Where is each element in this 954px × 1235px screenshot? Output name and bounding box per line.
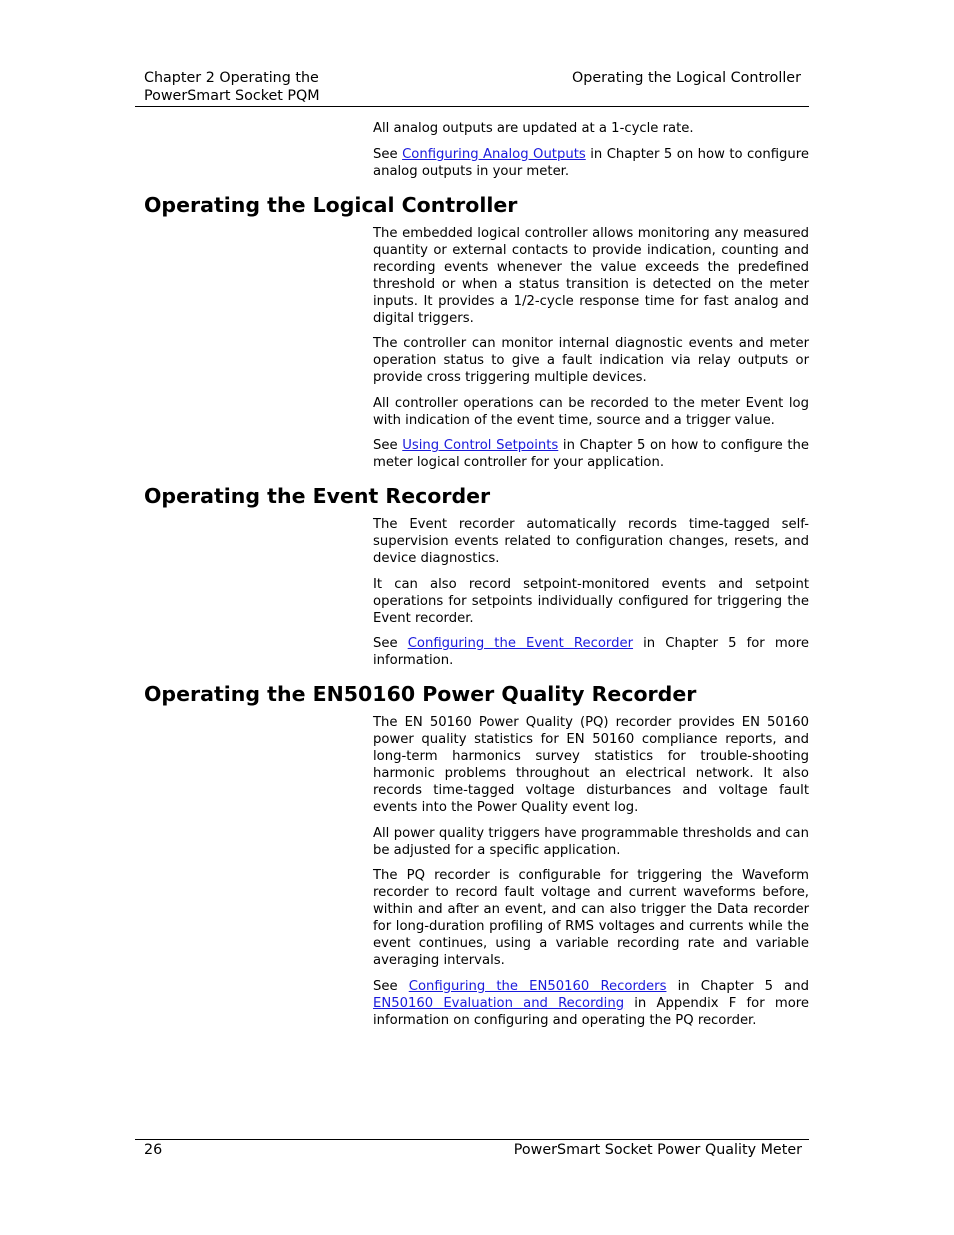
logical-p4-post: in Chapter 5 on how to configure the meter logical controller for your application. bbox=[373, 438, 809, 470]
header-section: Operating the Logical Controller bbox=[571, 70, 801, 86]
heading-logical-controller: Operating the Logical Controller bbox=[144, 192, 518, 217]
event-paragraph-2: It can also record setpoint-monitored events and setpoint operations for setpoints individually configured for triggering the Event recorder. bbox=[373, 576, 809, 626]
logical-paragraph-2: The controller can monitor internal diagnostic events and meter operation status to give a fault indication via relay outputs or provide cross triggering multiple devices. bbox=[373, 336, 809, 385]
header-divider bbox=[135, 106, 809, 107]
event-p3-pre: See bbox=[373, 636, 408, 651]
footer-title: PowerSmart Socket Power Quality Meter bbox=[513, 1142, 802, 1158]
intro-section bbox=[373, 120, 809, 180]
event-section bbox=[373, 516, 809, 669]
pq-section bbox=[373, 714, 809, 1029]
footer-divider bbox=[135, 1139, 809, 1140]
pq-p4-mid: in Chapter 5 and bbox=[666, 978, 809, 994]
page-content bbox=[0, 120, 954, 1037]
intro-paragraph-1: All analog outputs are updated at a 1-cycle rate. bbox=[373, 121, 694, 136]
pq-p4-post: in Appendix F for more information on configuring and operating the PQ recorder. bbox=[373, 995, 810, 1028]
pq-paragraph-3: The PQ recorder is configurable for triggering the Waveform recorder to record fault voltage and current waveforms before, within and after an event, and can also trigger the Data recorder for long-duration profiling of RMS voltages and currents while the event continues, using a variable recording rate and variable averaging intervals. bbox=[373, 868, 809, 968]
logical-paragraph-3: All controller operations can be recorded to the meter Event log with indication of the event time, source and a trigger value. bbox=[373, 395, 809, 428]
intro-p2-pre: See bbox=[373, 146, 403, 162]
intro-p2-post: in Chapter 5 on how to configure analog outputs in your meter. bbox=[373, 146, 809, 179]
heading-pq-recorder: Operating the EN50160 Power Quality Recorder bbox=[144, 682, 697, 706]
pq-paragraph-4 bbox=[373, 978, 809, 1029]
pq-paragraph-1: The EN 50160 Power Quality (PQ) recorder provides EN 50160 power quality statistics for EN 50160 compliance reports, and long-term harmonics survey statistics for trouble-shooting harmonic problems throughout an electrical network. It also records time-tagged voltage disturbances and voltage fault events into the Power Quality event log. bbox=[373, 715, 809, 815]
link-using-control-setpoints[interactable]: Using Control Setpoints bbox=[402, 438, 559, 453]
logical-paragraph-1: The embedded logical controller allows monitoring any measured quantity or external contacts to provide indication, counting and recording events whenever the value exceeds the predefined threshold or when a status transition is detected on the meter inputs. It provides a 1/2-cycle response time for fast analog and digital triggers. bbox=[373, 225, 809, 326]
pq-p4-pre: See bbox=[373, 978, 409, 994]
logical-section bbox=[373, 225, 809, 472]
logical-p4-pre: See bbox=[373, 438, 403, 453]
event-paragraph-1: The Event recorder automatically records time-tagged self-supervision events related to configuration changes, resets, and device diagnostics. bbox=[373, 517, 809, 566]
link-en50160-evaluation-recording[interactable]: EN50160 Evaluation and Recording bbox=[373, 995, 625, 1011]
logical-paragraph-4 bbox=[373, 437, 809, 471]
intro-paragraph-2 bbox=[373, 146, 809, 180]
event-p3-post: in Chapter 5 for more information. bbox=[373, 636, 809, 668]
footer-page-number: 26 bbox=[144, 1142, 163, 1158]
link-configuring-analog-outputs[interactable]: Configuring Analog Outputs bbox=[402, 146, 586, 162]
header-chapter-line2: PowerSmart Socket PQM bbox=[144, 88, 320, 104]
link-configuring-en50160-recorders[interactable]: Configuring the EN50160 Recorders bbox=[408, 978, 667, 994]
heading-event-recorder: Operating the Event Recorder bbox=[144, 484, 491, 508]
header-chapter bbox=[144, 69, 320, 105]
link-configuring-event-recorder[interactable]: Configuring the Event Recorder bbox=[407, 636, 634, 651]
header-chapter-line1: Chapter 2 Operating the bbox=[144, 70, 319, 86]
pq-paragraph-2: All power quality triggers have programmable thresholds and can be adjusted for a specific application. bbox=[373, 825, 809, 858]
event-paragraph-3 bbox=[373, 635, 809, 669]
